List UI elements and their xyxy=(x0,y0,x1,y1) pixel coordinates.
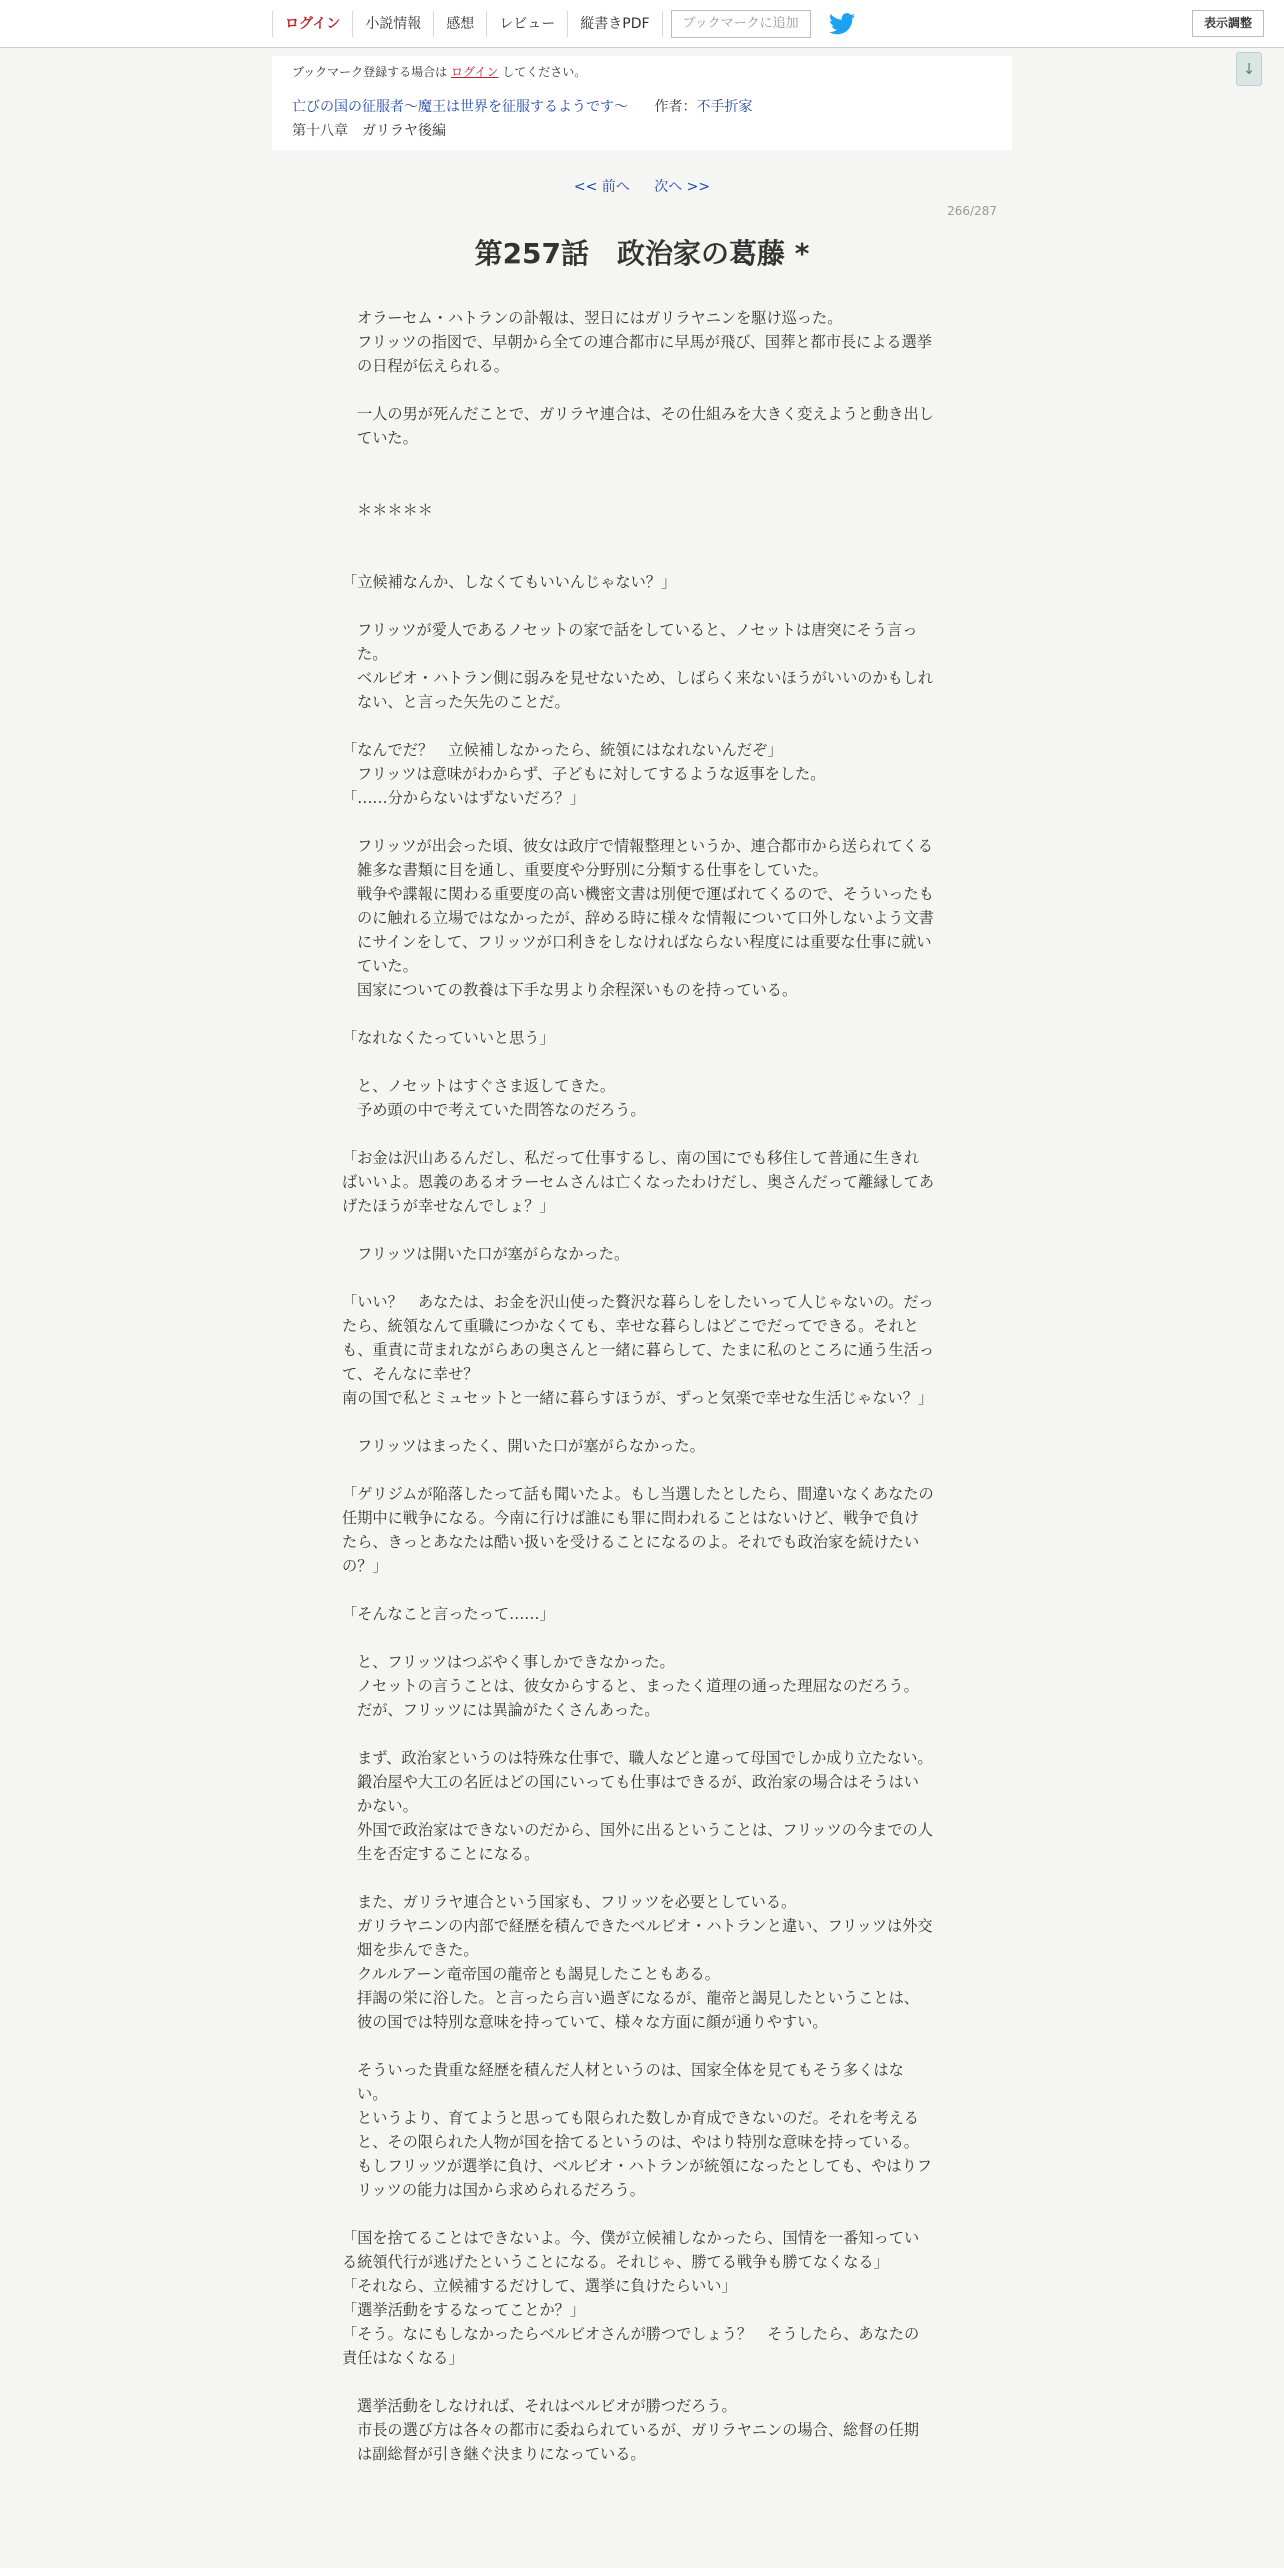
body-paragraph: 「そんなこと言ったって……」 xyxy=(342,1605,555,1623)
body-paragraph xyxy=(342,1410,934,1434)
body-paragraph: 「そう。なにもしなかったらベルビオさんが勝つでしょう？ そうしたら、あなたの責任はなくなる」 xyxy=(342,2325,920,2367)
body-paragraph: ガリラヤニンの内部で経歴を積んできたベルビオ・ハトランと違い、フリッツは外交畑を歩んできた。 xyxy=(357,1917,933,1959)
novel-info-link[interactable]: 小説情報 xyxy=(352,11,433,37)
body-paragraph: フリッツは開いた口が塞がらなかった。 xyxy=(357,1245,630,1263)
body-paragraph: 国家についての教養は下手な男より余程深いものを持っている。 xyxy=(357,981,798,999)
novel-body xyxy=(342,306,934,2466)
prev-link[interactable]: << 前へ xyxy=(573,179,630,195)
body-paragraph xyxy=(342,474,934,498)
body-paragraph xyxy=(342,2202,934,2226)
body-paragraph xyxy=(342,2370,934,2394)
body-paragraph: まず、政治家というのは特殊な仕事で、職人などと違って母国でしか成り立たない。鍛冶屋や大工の名匠はどの国にいっても仕事はできるが、政治家の場合はそうはいかない。 xyxy=(357,1749,933,1815)
body-paragraph: と、フリッツはつぶやく事しかできなかった。 xyxy=(357,1653,675,1671)
body-paragraph xyxy=(342,1266,934,1290)
body-paragraph xyxy=(342,1002,934,1026)
body-paragraph xyxy=(342,1218,934,1242)
body-paragraph: 南の国で私とミュセットと一緒に暮らすほうが、ずっと気楽で幸せな生活じゃない？」 xyxy=(342,1389,934,1407)
body-paragraph: ベルビオ・ハトラン側に弱みを見せないため、しばらく来ないほうがいいのかもしれない、と言った矢先のことだ。 xyxy=(357,669,934,711)
chapter-title: 第十八章 ガリラヤ後編 xyxy=(292,123,446,139)
body-paragraph: フリッツは意味がわからず、子どもに対してするような返事をした。 xyxy=(357,765,826,783)
body-paragraph: ノセットの言うことは、彼女からすると、まったく道理の通った理屈なのだろう。 xyxy=(357,1677,919,1695)
body-paragraph: もしフリッツが選挙に負け、ベルビオ・ハトランが統領になったとしても、やはりフリッツの能力は国から求められるだろう。 xyxy=(357,2157,932,2199)
body-paragraph: だが、フリッツには異論がたくさんあった。 xyxy=(357,1701,660,1719)
page-count: 266/287 xyxy=(947,204,997,218)
body-paragraph: 外国で政治家はできないのだから、国外に出るということは、フリッツの今までの人生を否定することになる。 xyxy=(357,1821,933,1863)
display-adjust-button[interactable]: 表示調整 xyxy=(1192,10,1264,37)
body-paragraph: そういった貴重な経歴を積んだ人材というのは、国家全体を見てもそう多くはない。 xyxy=(357,2061,904,2103)
scroll-down-button[interactable]: ↓ xyxy=(1236,52,1262,86)
body-paragraph: 「なれなくたっていいと思う」 xyxy=(342,1029,555,1047)
body-paragraph: 市長の選び方は各々の都市に委ねられているが、ガリラヤニンの場合、総督の任期は副総督が引き継ぐ決まりになっている。 xyxy=(357,2421,919,2463)
body-paragraph xyxy=(342,1578,934,1602)
body-paragraph: 選挙活動をしなければ、それはベルビオが勝つだろう。 xyxy=(357,2397,737,2415)
body-paragraph: 「立候補なんか、しなくてもいいんじゃない？」 xyxy=(342,573,677,591)
body-paragraph xyxy=(342,1626,934,1650)
twitter-icon[interactable] xyxy=(829,13,855,35)
body-paragraph: フリッツが愛人であるノセットの家で話をしていると、ノセットは唐突にそう言った。 xyxy=(357,621,918,663)
body-paragraph: 「……分からないはずないだろ？」 xyxy=(342,789,585,807)
novel-line xyxy=(292,96,752,116)
body-paragraph: 「ゲリジムが陥落したって話も聞いたよ。もし当選したとしたら、間違いなくあなたの任期中に戦争になる。今南に行けば誰にも罪に問われることはないけど、戦争で負けたら、きっとあなたは酷い扱いを受けることになるのよ。それでも政治家を続けたいの？」 xyxy=(342,1485,934,1575)
bookmark-add-button[interactable]: ブックマークに追加 xyxy=(671,10,811,38)
body-paragraph: 「なんでだ？ 立候補しなかったら、統領にはなれないんだぞ」 xyxy=(342,741,783,759)
body-paragraph: 「選挙活動をするなってことか？」 xyxy=(342,2301,585,2319)
novel-info-box xyxy=(272,56,1012,150)
body-paragraph: というより、育てようと思っても限られた数しか育成できないのだ。それを考えると、その限られた人物が国を捨てるというのは、やはり特別な意味を持っている。 xyxy=(357,2109,919,2151)
body-paragraph xyxy=(342,2034,934,2058)
body-paragraph: フリッツの指図で、早朝から全ての連合都市に早馬が飛び、国葬と都市長による選挙の日程が伝えられる。 xyxy=(357,333,932,375)
body-paragraph xyxy=(342,1122,934,1146)
body-paragraph xyxy=(342,1722,934,1746)
body-paragraph xyxy=(342,594,934,618)
author-label: 作者： xyxy=(654,99,697,115)
bookmark-notice-post: してください。 xyxy=(502,65,587,79)
body-paragraph: 予め頭の中で考えていた問答なのだろう。 xyxy=(357,1101,646,1119)
bookmark-login-link[interactable]: ログイン xyxy=(451,65,499,79)
body-paragraph: また、ガリラヤ連合という国家も、フリッツを必要としている。 xyxy=(357,1893,797,1911)
vertical-pdf-link[interactable]: 縦書きPDF xyxy=(567,11,662,37)
pager xyxy=(0,176,1284,196)
body-paragraph: 戦争や諜報に関わる重要度の高い機密文書は別便で運ばれてくるので、そういったものに触れる立場ではなかったが、辞める時に様々な情報について口外しないよう文書にサインをして、フリッツが口利きをしなければならない程度には重要な仕事に就いていた。 xyxy=(357,885,934,975)
login-link[interactable]: ログイン xyxy=(272,11,352,37)
body-paragraph xyxy=(342,810,934,834)
body-paragraph xyxy=(342,546,934,570)
body-paragraph: 「お金は沢山あるんだし、私だって仕事するし、南の国にでも移住して普通に生きればいいよ。恩義のあるオラーセムさんは亡くなったわけだし、奥さんだって離縁してあげたほうが幸せなんでしょ？」 xyxy=(342,1149,935,1215)
author-name-link[interactable]: 不手折家 xyxy=(696,99,753,115)
episode-title: 第257話 政治家の葛藤 * xyxy=(474,237,810,270)
impressions-link[interactable]: 感想 xyxy=(433,11,486,37)
body-paragraph: オラーセム・ハトランの訃報は、翌日にはガリラヤニンを駆け巡った。 xyxy=(357,309,843,327)
top-bar xyxy=(0,0,1284,48)
body-paragraph: ＊＊＊＊＊ xyxy=(357,501,433,519)
novel-title-link[interactable]: 亡びの国の征服者～魔王は世界を征服するようです～ xyxy=(292,99,628,115)
body-paragraph xyxy=(342,450,934,474)
body-paragraph: 「それなら、立候補するだけして、選挙に負けたらいい」 xyxy=(342,2277,737,2295)
next-link[interactable]: 次へ >> xyxy=(654,179,711,195)
body-paragraph: と、ノセットはすぐさま返してきた。 xyxy=(357,1077,616,1095)
body-paragraph: 拝謁の栄に浴した。と言ったら言い過ぎになるが、龍帝と謁見したということは、彼の国では特別な意味を持っていて、様々な方面に顔が通りやすい。 xyxy=(357,1989,919,2031)
bookmark-notice xyxy=(292,63,586,80)
body-paragraph xyxy=(342,1050,934,1074)
bookmark-notice-pre: ブックマーク登録する場合は xyxy=(292,65,448,79)
body-paragraph: フリッツが出会った頃、彼女は政庁で情報整理というか、連合都市から送られてくる雑多な書類に目を通し、重要度や分野別に分類する仕事をしていた。 xyxy=(357,837,933,879)
body-paragraph: フリッツはまったく、開いた口が塞がらなかった。 xyxy=(357,1437,705,1455)
body-paragraph: 「いい？ あなたは、お金を沢山使った贅沢な暮らしをしたいって人じゃないの。だったら、統領なんて重職につかなくても、幸せな暮らしはどこでだってできる。それとも、重責に苛まれながらあの奥さんと一緒に暮らして、たまに私のところに通う生活って、そんなに幸せ？ xyxy=(342,1293,935,1383)
body-paragraph: 「国を捨てることはできないよ。今、僕が立候補しなかったら、国情を一番知っている統領代行が逃げたということになる。それじゃ、勝てる戦争も勝てなくなる」 xyxy=(342,2229,920,2271)
body-paragraph: 一人の男が死んだことで、ガリラヤ連合は、その仕組みを大きく変えようと動き出していた。 xyxy=(357,405,934,447)
body-paragraph xyxy=(342,522,934,546)
body-paragraph xyxy=(342,1458,934,1482)
body-paragraph xyxy=(342,714,934,738)
review-link[interactable]: レビュー xyxy=(486,11,567,37)
body-paragraph xyxy=(342,378,934,402)
body-paragraph: クルルアーン竜帝国の龍帝とも謁見したこともある。 xyxy=(357,1965,720,1983)
body-paragraph xyxy=(342,1866,934,1890)
top-nav xyxy=(272,0,855,48)
